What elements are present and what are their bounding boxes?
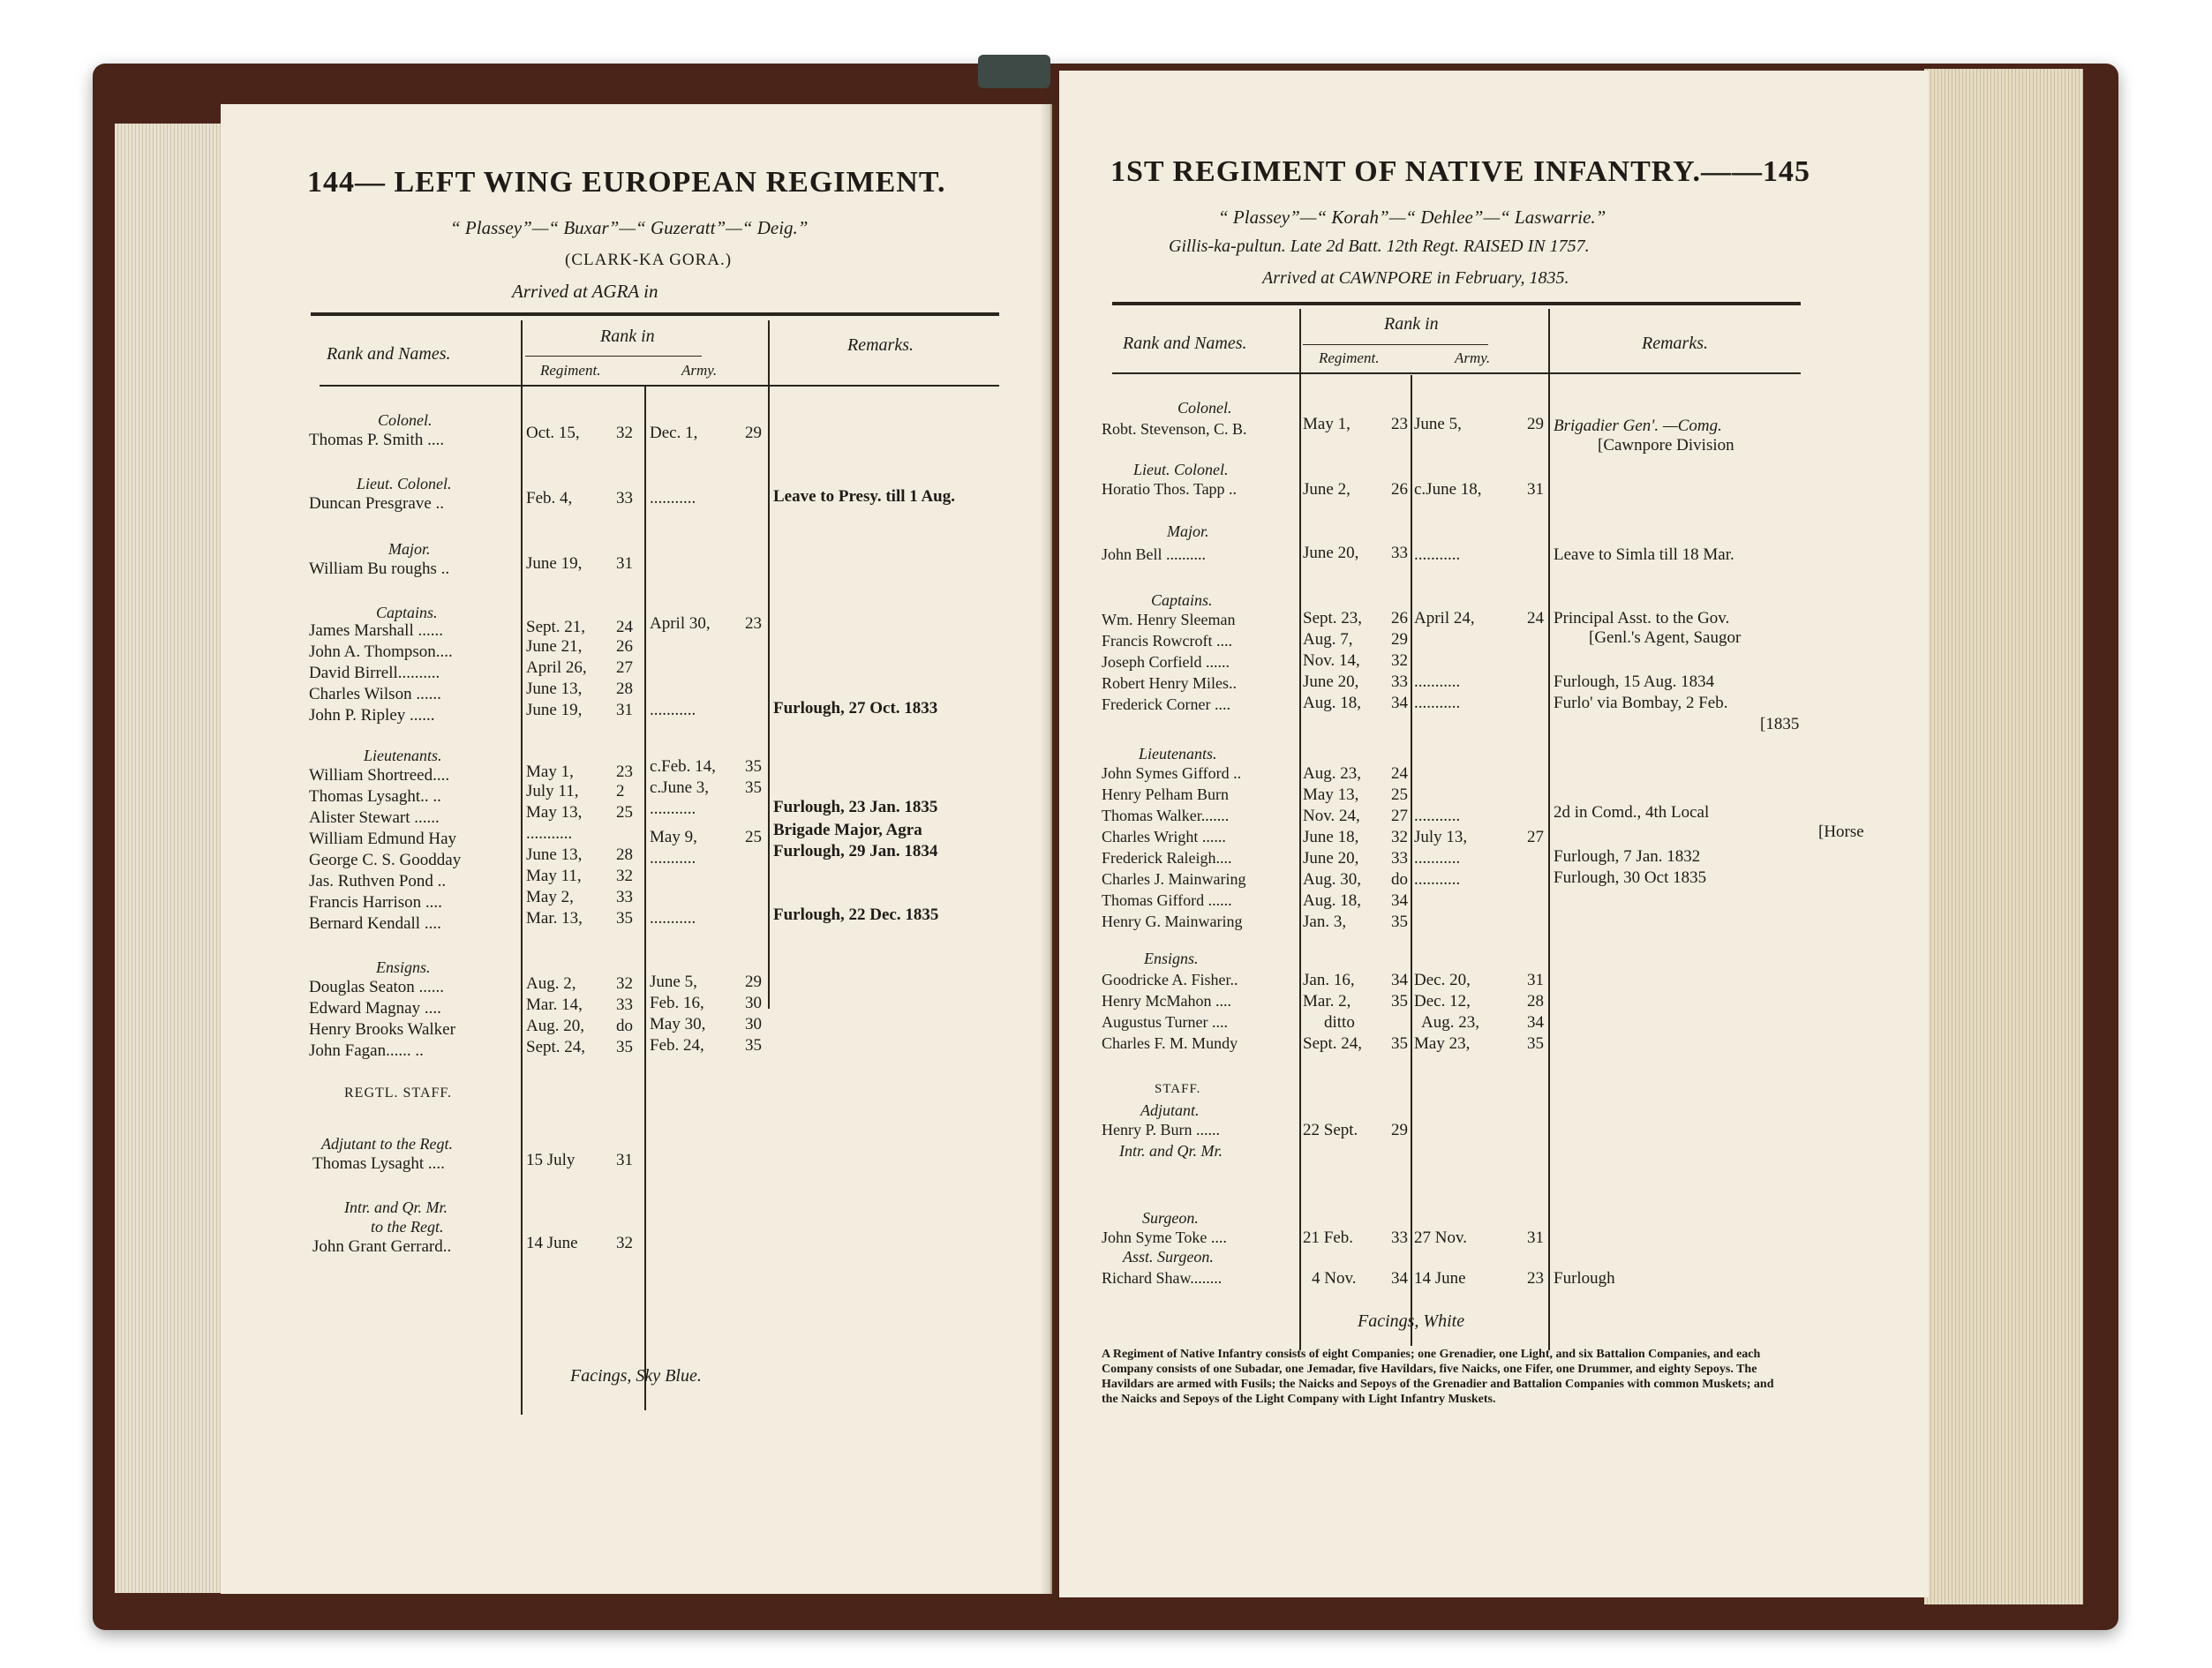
remarks: Furlough, 30 Oct 1835 — [1554, 868, 1707, 887]
regiment-date: June 13, — [526, 680, 583, 698]
left-col-rank-in: Rank in — [600, 327, 655, 346]
regiment-year: do — [1391, 870, 1408, 889]
regiment-date: June 21, — [526, 637, 583, 656]
regiment-year: 32 — [616, 867, 633, 885]
regiment-date: 15 July — [526, 1151, 576, 1169]
staff-label: STAFF. — [1155, 1082, 1201, 1096]
remarks-continued: [1835 — [1760, 715, 1800, 733]
right-col-regiment: Regiment. — [1319, 349, 1380, 366]
army-date: April 24, — [1414, 609, 1475, 627]
officer-name: Frederick Raleigh.... — [1102, 849, 1232, 867]
officer-name: George C. S. Goodday — [309, 851, 462, 869]
left-col-remarks: Remarks. — [847, 335, 914, 355]
regiment-year: 26 — [1391, 480, 1408, 499]
regiment-date: June 20, — [1303, 849, 1359, 868]
section-label: Lieut. Colonel. — [1133, 461, 1229, 478]
officer-name: Bernard Kendall .... — [309, 914, 441, 933]
right-colhead-rule — [1112, 372, 1801, 374]
army-date: 14 June — [1414, 1269, 1466, 1288]
army-year: 31 — [1527, 971, 1544, 989]
regiment-date: Mar. 13, — [526, 909, 583, 928]
army-date: April 30, — [650, 614, 711, 633]
remarks: Furlough, 7 Jan. 1832 — [1554, 847, 1701, 866]
officer-name: Frederick Corner .... — [1102, 695, 1230, 713]
army-date: May 9, — [650, 828, 697, 846]
regimental-staff-label: REGTL. STAFF. — [344, 1086, 453, 1101]
regiment-year: 33 — [616, 996, 633, 1014]
army-date: ........... — [650, 849, 696, 868]
officer-name: Richard Shaw........ — [1102, 1269, 1223, 1287]
regiment-date: Aug. 23, — [1303, 764, 1361, 783]
right-header-rule — [1112, 302, 1801, 305]
section-label: Lieut. Colonel. — [357, 475, 452, 492]
regiment-date: Aug. 20, — [526, 1017, 584, 1035]
regiment-date: May 13, — [526, 803, 583, 822]
army-year: 29 — [745, 973, 762, 991]
officer-name: Thomas P. Smith .... — [309, 431, 445, 449]
section-label: Captains. — [376, 604, 438, 621]
army-date: Feb. 24, — [650, 1036, 704, 1055]
remarks: Furlo' via Bombay, 2 Feb. — [1554, 694, 1728, 712]
right-col-remarks: Remarks. — [1642, 334, 1708, 353]
regiment-date: June 18, — [1303, 828, 1359, 846]
regiment-date: Nov. 24, — [1303, 807, 1360, 825]
officer-name: Henry G. Mainwaring — [1102, 913, 1243, 930]
officer-name: Henry McMahon .... — [1102, 992, 1231, 1010]
quartermaster-label-2: to the Regt. — [371, 1218, 444, 1236]
regiment-year: 32 — [1391, 828, 1408, 846]
officer-name: Edward Magnay .... — [309, 999, 441, 1018]
regiment-year: 26 — [1391, 609, 1408, 627]
regiment-date: May 1, — [1303, 415, 1351, 433]
army-date: 27 Nov. — [1414, 1228, 1467, 1247]
officer-name: Horatio Thos. Tapp .. — [1102, 480, 1238, 498]
regiment-date: May 13, — [1303, 785, 1359, 804]
regiment-year: 33 — [1391, 1228, 1408, 1247]
remarks: Brigade Major, Agra — [773, 821, 922, 839]
section-label: Captains. — [1151, 591, 1213, 609]
officer-name: Henry Brooks Walker — [309, 1020, 455, 1039]
regiment-year: 29 — [1391, 630, 1408, 649]
officer-name: Douglas Seaton ...... — [309, 978, 445, 996]
army-date: ........... — [1414, 849, 1461, 868]
remarks: Furlough — [1554, 1269, 1615, 1288]
army-date: Dec. 12, — [1414, 992, 1471, 1011]
section-label: Colonel. — [1177, 399, 1232, 417]
officer-name: Charles F. M. Mundy — [1102, 1034, 1238, 1052]
regiment-year: 32 — [616, 1234, 633, 1252]
right-page-edges — [1924, 69, 2083, 1604]
officer-name: Goodricke A. Fisher.. — [1102, 971, 1238, 988]
remarks: Brigadier Gen'. —Comg. — [1554, 417, 1722, 435]
right-page-raised: Gillis-ka-pultun. Late 2d Batt. 12th Regt. RAISED IN 1757. — [1169, 237, 1590, 256]
regiment-year: 34 — [1391, 891, 1408, 910]
regiment-date: 22 Sept. — [1303, 1121, 1358, 1139]
right-col-army: Army. — [1455, 349, 1491, 366]
remarks: Furlough, 29 Jan. 1834 — [773, 842, 938, 860]
officer-name: John Grant Gerrard.. — [312, 1237, 452, 1256]
army-year: 23 — [1527, 1269, 1544, 1288]
army-year: 30 — [745, 994, 762, 1012]
army-year: 31 — [1527, 1228, 1544, 1247]
army-year: 27 — [1527, 828, 1544, 846]
right-col-rank-in: Rank in — [1384, 314, 1439, 334]
army-year: 35 — [745, 757, 762, 776]
regiment-date: 4 Nov. — [1312, 1269, 1357, 1288]
officer-name: Charles Wright ...... — [1102, 828, 1226, 845]
left-page — [221, 104, 1052, 1594]
remarks: 2d in Comd., 4th Local — [1554, 803, 1710, 822]
regiment-year: 35 — [616, 1038, 633, 1056]
regiment-date: Sept. 23, — [1303, 609, 1363, 627]
regiment-date: Jan. 3, — [1303, 913, 1347, 931]
remarks: Furlough, 15 Aug. 1834 — [1554, 672, 1715, 691]
regiment-year: 35 — [1391, 1034, 1408, 1053]
regiment-date: May 2, — [526, 888, 574, 906]
officer-name: John P. Ripley ...... — [309, 706, 435, 725]
army-year: 29 — [745, 424, 762, 442]
officer-name: Jas. Ruthven Pond .. — [309, 872, 447, 890]
regiment-date: May 1, — [526, 763, 574, 781]
regiment-year: 25 — [616, 803, 633, 822]
regiment-year: 24 — [1391, 764, 1408, 783]
right-page — [1059, 71, 1929, 1597]
remarks: Furlough, 22 Dec. 1835 — [773, 905, 939, 924]
remarks: Furlough, 27 Oct. 1833 — [773, 699, 938, 718]
regiment-year: do — [616, 1017, 633, 1035]
regiment-year: 24 — [616, 618, 633, 636]
officer-name: William Edmund Hay — [309, 830, 457, 848]
officer-name: Joseph Corfield ...... — [1102, 653, 1230, 671]
remarks: Principal Asst. to the Gov. — [1554, 609, 1730, 627]
right-col-divider-2 — [1411, 375, 1412, 1346]
army-date: ........... — [650, 489, 696, 507]
regiment-date: Oct. 15, — [526, 424, 580, 442]
regiment-date: April 26, — [526, 658, 587, 677]
regiment-date: Aug. 18, — [1303, 694, 1361, 712]
regiment-date: ditto — [1324, 1013, 1355, 1032]
regiment-year: 27 — [616, 658, 633, 677]
right-page-honours: “ Plassey”—“ Korah”—“ Dehlee”—“ Laswarrie.” — [1218, 207, 1606, 228]
right-rankin-rule — [1303, 344, 1488, 345]
officer-name: Alister Stewart ...... — [309, 808, 440, 827]
right-col-divider-3 — [1548, 309, 1550, 1350]
officer-name: David Birrell.......... — [309, 664, 440, 682]
officer-name: John Fagan...... .. — [309, 1041, 424, 1060]
officer-name: Robert Henry Miles.. — [1102, 674, 1237, 692]
right-facings: Facings, White — [1358, 1311, 1465, 1331]
army-date: ........... — [1414, 545, 1461, 564]
army-date: ........... — [1414, 807, 1461, 825]
left-rankin-rule — [525, 356, 702, 357]
officer-name: Thomas Lysaght .... — [312, 1154, 445, 1173]
right-col-rank-names: Rank and Names. — [1123, 334, 1247, 353]
army-date: c.June 18, — [1414, 480, 1482, 499]
officer-name: Wm. Henry Sleeman — [1102, 611, 1236, 628]
left-col-divider-2 — [644, 387, 646, 1410]
army-date: Feb. 16, — [650, 994, 704, 1012]
regiment-date: Jan. 16, — [1303, 971, 1355, 989]
remarks-continued: [Genl.'s Agent, Saugor — [1589, 628, 1742, 647]
regiment-year: 28 — [616, 680, 633, 698]
regiment-year: 32 — [616, 974, 633, 993]
regiment-date: 14 June — [526, 1234, 578, 1252]
regiment-date: Sept. 24, — [526, 1038, 586, 1056]
officer-name: James Marshall ...... — [309, 621, 443, 640]
regiment-year: 31 — [616, 1151, 633, 1169]
army-year: 35 — [745, 778, 762, 797]
left-page-arrival: Arrived at AGRA in — [512, 281, 658, 302]
regiment-year: 32 — [1391, 651, 1408, 670]
army-date: June 5, — [1414, 415, 1462, 433]
army-year: 29 — [1527, 415, 1544, 433]
officer-name: Henry Pelham Burn — [1102, 785, 1229, 803]
section-label: Ensigns. — [376, 958, 431, 976]
regiment-year: 35 — [1391, 992, 1408, 1011]
army-date: May 23, — [1414, 1034, 1471, 1053]
left-col-divider-3 — [768, 320, 770, 1009]
army-year: 31 — [1527, 480, 1544, 499]
left-page-native-name: (CLARK-KA GORA.) — [565, 251, 733, 269]
army-year: 30 — [745, 1015, 762, 1033]
officer-name: John Syme Toke .... — [1102, 1228, 1227, 1246]
regiment-year: 33 — [616, 888, 633, 906]
regiment-date: Aug. 18, — [1303, 891, 1361, 910]
regiment-date: Sept. 21, — [526, 618, 586, 636]
regiment-year: 35 — [1391, 913, 1408, 931]
officer-name: John A. Thompson.... — [309, 642, 453, 661]
officer-name: John Bell .......... — [1102, 545, 1207, 563]
regiment-year: 23 — [616, 763, 633, 781]
officer-name: Augustus Turner .... — [1102, 1013, 1229, 1031]
regiment-year: 33 — [1391, 672, 1408, 691]
officer-name: Henry P. Burn ...... — [1102, 1121, 1220, 1138]
army-year: 35 — [1527, 1034, 1544, 1053]
officer-name: William Bu roughs .. — [309, 560, 450, 578]
section-label: Lieutenants. — [1139, 745, 1217, 763]
regiment-date: June 20, — [1303, 544, 1359, 562]
officer-name: Thomas Walker....... — [1102, 807, 1230, 824]
army-date: c.Feb. 14, — [650, 757, 716, 776]
left-col-rank-names: Rank and Names. — [327, 344, 451, 364]
army-date: c.June 3, — [650, 778, 710, 797]
regiment-date: June 13, — [526, 845, 583, 864]
left-col-regiment: Regiment. — [540, 362, 601, 379]
regiment-year: 33 — [1391, 849, 1408, 868]
officer-name: Charles Wilson ...... — [309, 685, 441, 703]
quartermaster-label: Intr. and Qr. Mr. — [1119, 1142, 1223, 1160]
remarks-continued: [Cawnpore Division — [1598, 436, 1734, 455]
regiment-year: 25 — [1391, 785, 1408, 804]
right-page-header: 1ST REGIMENT OF NATIVE INFANTRY.——145 — [1110, 155, 1811, 188]
army-date: ........... — [1414, 672, 1461, 691]
regiment-date: Aug. 2, — [526, 974, 576, 993]
army-date: ........... — [650, 909, 696, 928]
left-colhead-rule — [320, 385, 999, 387]
regiment-year: 31 — [616, 701, 633, 719]
left-col-divider-1 — [521, 320, 523, 1415]
left-facings: Facings, Sky Blue. — [570, 1366, 702, 1386]
army-year: 28 — [1527, 992, 1544, 1011]
regiment-year: 29 — [1391, 1121, 1408, 1139]
regiment-year: 33 — [616, 489, 633, 507]
army-date: ........... — [1414, 694, 1461, 712]
regiment-year: 35 — [616, 909, 633, 928]
regiment-date: May 11, — [526, 867, 582, 885]
regiment-year: 33 — [1391, 544, 1408, 562]
section-label: Ensigns. — [1144, 950, 1199, 967]
army-date: June 5, — [650, 973, 697, 991]
army-date: May 30, — [650, 1015, 706, 1033]
officer-name: John Symes Gifford .. — [1102, 764, 1242, 782]
officer-name: Francis Harrison .... — [309, 893, 442, 912]
remarks: Leave to Simla till 18 Mar. — [1554, 545, 1734, 564]
regiment-date: Sept. 24, — [1303, 1034, 1363, 1053]
officer-name: Charles J. Mainwaring — [1102, 870, 1246, 888]
regiment-year: 34 — [1391, 1269, 1408, 1288]
left-page-edges — [115, 124, 221, 1593]
regiment-date: Mar. 14, — [526, 996, 583, 1014]
army-date: Dec. 1, — [650, 424, 698, 442]
army-year: 24 — [1527, 609, 1544, 627]
section-label: Colonel. — [378, 411, 433, 429]
regiment-year: 32 — [616, 424, 633, 442]
officer-name: Thomas Gifford ...... — [1102, 891, 1232, 909]
section-label: Major. — [388, 540, 431, 558]
asst-surgeon-label: Asst. Surgeon. — [1123, 1248, 1214, 1266]
left-page-honours: “ Plassey”—“ Buxar”—“ Guzeratt”—“ Deig.” — [450, 217, 809, 238]
adjutant-label: Adjutant. — [1140, 1101, 1200, 1119]
remarks: Furlough, 23 Jan. 1835 — [773, 798, 938, 816]
regiment-year: 28 — [616, 845, 633, 864]
quartermaster-label: Intr. and Qr. Mr. — [344, 1198, 448, 1216]
officer-name: Duncan Presgrave .. — [309, 494, 445, 513]
regiment-year: 31 — [616, 554, 633, 573]
army-year: 34 — [1527, 1013, 1544, 1032]
army-date: July 13, — [1414, 828, 1468, 846]
regiment-year: 2 — [616, 782, 625, 800]
regiment-date: Aug. 7, — [1303, 630, 1353, 649]
right-col-divider-1 — [1299, 309, 1301, 1350]
regiment-date: Aug. 30, — [1303, 870, 1361, 889]
right-footnote: A Regiment of Native Infantry consists of eight Companies; one Grenadier, one Light, and six Battalion Companies, and each Company consists of one Subadar, one Jemadar, five Havildars, five Naicks, one Fifer, one Drummer, and eighty Sepoys. The Havildars are armed with Fusils; the Naicks and Sepoys of the Grenadier and Battalion Companies with common Muskets; and the Naicks and Sepoys of the Light Company with Light Infantry Muskets. — [1102, 1348, 1774, 1406]
adjutant-label: Adjutant to the Regt. — [321, 1135, 453, 1153]
army-year: 25 — [745, 828, 762, 846]
army-year: 35 — [745, 1036, 762, 1055]
regiment-date: June 20, — [1303, 672, 1359, 691]
remarks: Leave to Presy. till 1 Aug. — [773, 487, 955, 506]
regiment-date: ........... — [526, 824, 573, 843]
army-year: 23 — [745, 614, 762, 633]
left-page-header: 144— LEFT WING EUROPEAN REGIMENT. — [307, 166, 946, 199]
left-col-army: Army. — [681, 362, 718, 379]
army-date: ........... — [1414, 870, 1461, 889]
remarks-continued: [Horse — [1818, 823, 1864, 841]
officer-name: Francis Rowcroft .... — [1102, 632, 1232, 650]
regiment-year: 27 — [1391, 807, 1408, 825]
army-date: Dec. 20, — [1414, 971, 1471, 989]
regiment-year: 34 — [1391, 694, 1408, 712]
regiment-date: Mar. 2, — [1303, 992, 1351, 1011]
surgeon-label: Surgeon. — [1142, 1209, 1199, 1227]
section-label: Major. — [1167, 522, 1209, 540]
regiment-date: June 19, — [526, 554, 583, 573]
section-label: Lieutenants. — [364, 747, 442, 764]
regiment-date: Feb. 4, — [526, 489, 573, 507]
army-date: Aug. 23, — [1421, 1013, 1479, 1032]
officer-name: Thomas Lysaght.. .. — [309, 787, 441, 806]
right-page-arrival: Arrived at CAWNPORE in February, 1835. — [1262, 268, 1569, 288]
officer-name: Robt. Stevenson, C. B. — [1102, 420, 1247, 438]
regiment-date: Nov. 14, — [1303, 651, 1360, 670]
officer-name: William Shortreed.... — [309, 766, 450, 785]
regiment-date: July 11, — [526, 782, 579, 800]
army-date: ........... — [650, 800, 696, 818]
regiment-year: 26 — [616, 637, 633, 656]
regiment-date: June 2, — [1303, 480, 1351, 499]
regiment-year: 23 — [1391, 415, 1408, 433]
army-date: ........... — [650, 701, 696, 719]
regiment-date: June 19, — [526, 701, 583, 719]
regiment-year: 34 — [1391, 971, 1408, 989]
regiment-date: 21 Feb. — [1303, 1228, 1353, 1247]
left-header-rule — [311, 312, 999, 316]
